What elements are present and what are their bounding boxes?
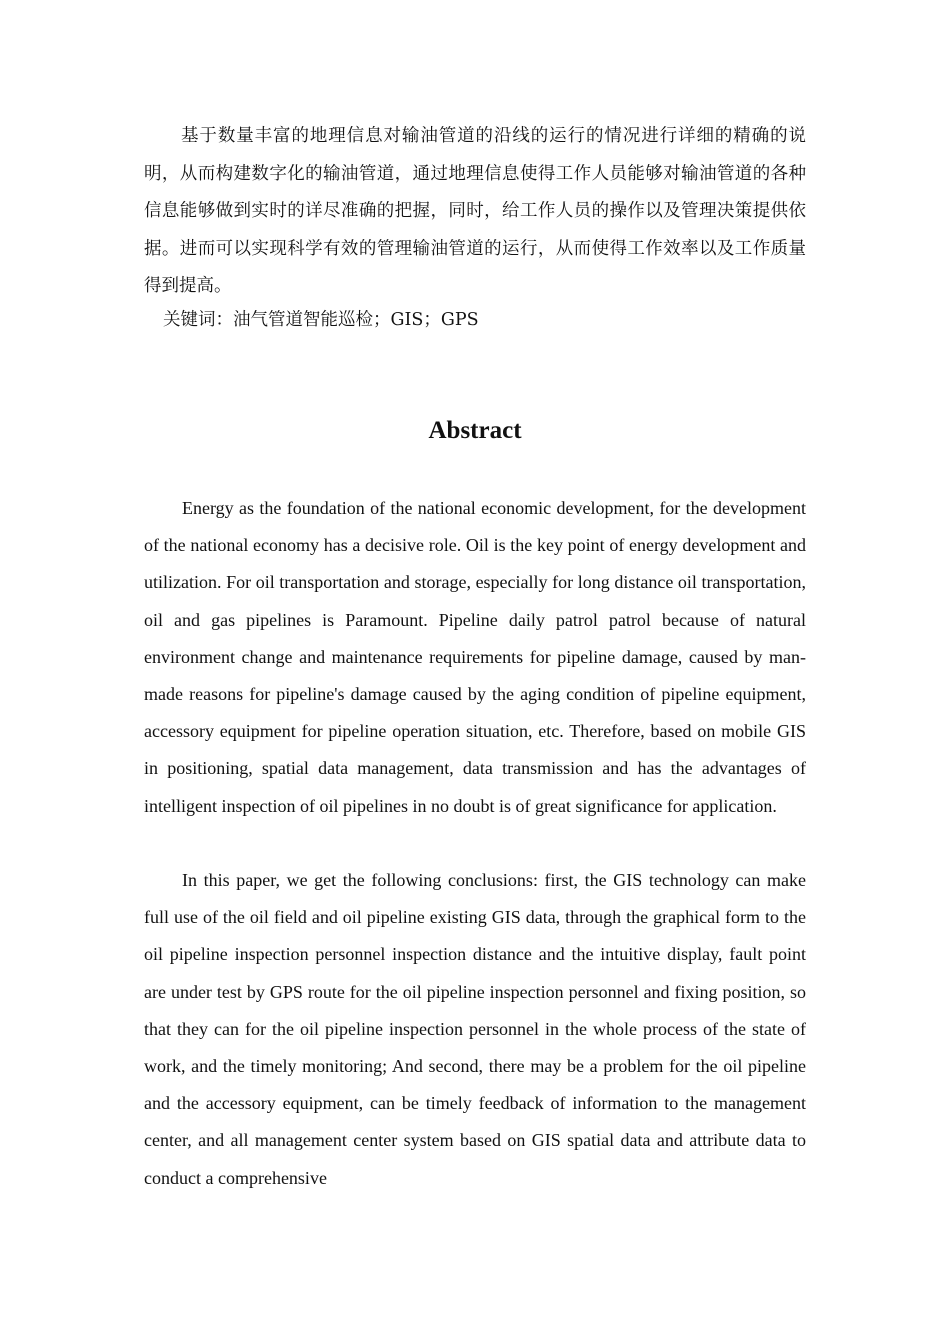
abstract-heading: Abstract	[428, 417, 522, 444]
keywords-line: 关键词：油气管道智能巡检；GIS；GPS	[163, 310, 479, 330]
chinese-abstract-paragraph: 基于数量丰富的地理信息对输油管道的沿线的运行的情况进行详细的精确的说明，从而构建数字化的输油管道，通过地理信息使得工作人员能够对输油管道的各种信息能够做到实时的详尽准确的把握，同时，给工作人员的操作以及管理决策提供依据。进而可以实现科学有效的管理输油管道的运行，从而使得工作效率以及工作质量得到提高。	[144, 126, 806, 296]
abstract-paragraph-1: Energy as the foundation of the national economic development, for the development of the national economy has a decisive role. Oil is the key point of energy development and utilization. For oil transportation and storage, especially for long distance oil transportation, oil and gas pipelines is Paramount. Pipeline daily patrol patrol because of natural environment change and maintenance requirements for pipeline damage, caused by man-made reasons for pipeline's damage caused by the aging condition of pipeline equipment, accessory equipment for pipeline operation situation, etc. Therefore, based on mobile GIS in positioning, spatial data management, data transmission and has the advantages of intelligent inspection of oil pipelines in no doubt is of great significance for application.	[144, 498, 806, 816]
abstract-paragraph-2: In this paper, we get the following conclusions: first, the GIS technology can make full use of the oil field and oil pipeline existing GIS data, through the graphical form to the oil pipeline inspection personnel inspection distance and the intuitive display, fault point are under test by GPS route for the oil pipeline inspection personnel and fixing position, so that they can for the oil pipeline inspection personnel in the whole process of the state of work, and the timely monitoring; And second, there may be a problem for the oil pipeline and the accessory equipment, can be timely feedback of information to the management center, and all management center system based on GIS spatial data and attribute data to conduct a comprehensive	[144, 870, 806, 1188]
